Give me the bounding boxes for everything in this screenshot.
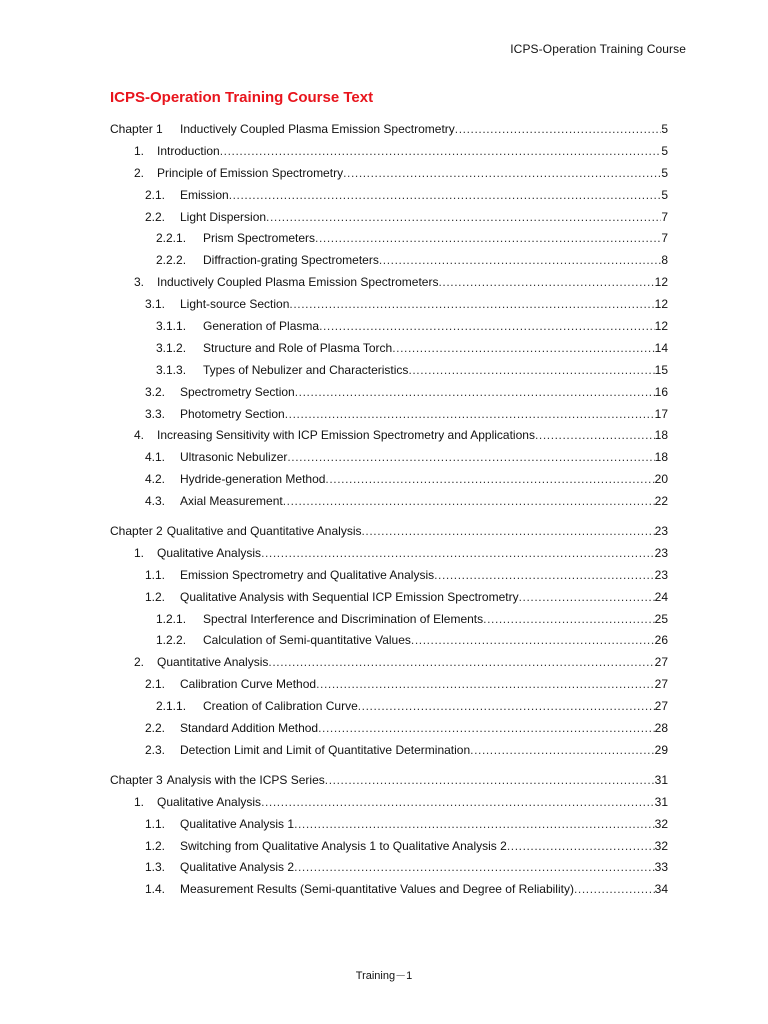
toc-entry-title: Light-source Section (180, 297, 290, 312)
toc-entry-number: Chapter 2 (110, 524, 163, 539)
dot-leader (261, 543, 655, 565)
dot-leader (507, 836, 655, 858)
toc-entry-number: 1.2.2. (156, 633, 187, 648)
toc-entry[interactable] (110, 404, 668, 426)
dot-leader (343, 163, 661, 185)
toc-entry-title: Standard Addition Method (180, 721, 319, 736)
toc-entry[interactable] (110, 250, 668, 272)
page-footer: Training－1 (355, 970, 413, 982)
toc-entry-title: Calibration Curve Method (180, 677, 317, 692)
toc-entry-title: Creation of Calibration Curve (203, 699, 358, 714)
toc-entry-title: Introduction (157, 143, 220, 158)
toc-entry[interactable] (110, 836, 668, 858)
toc-entry[interactable] (110, 674, 668, 696)
toc-entry[interactable] (110, 857, 668, 879)
toc-entry-page: 25 (654, 611, 668, 626)
toc-entry[interactable] (110, 587, 668, 609)
dot-leader (315, 228, 661, 250)
toc-entry[interactable] (110, 425, 668, 447)
toc-entry-page: 23 (654, 545, 668, 560)
toc-entry-page: 5 (661, 122, 668, 136)
toc-entry[interactable] (110, 163, 668, 185)
toc-entry-page: 18 (654, 428, 668, 443)
toc-entry-title: Photometry Section (180, 406, 285, 421)
dot-leader (294, 814, 655, 836)
toc-entry-page: 12 (654, 319, 668, 334)
dot-leader (438, 272, 654, 294)
dot-leader (268, 652, 654, 674)
toc-entry-number: 1. (134, 794, 145, 809)
toc-entry-number: 1.3. (145, 860, 166, 875)
dot-leader (574, 879, 655, 901)
toc-entry-title: Calculation of Semi-quantitative Values (203, 633, 411, 648)
toc-entry[interactable] (110, 207, 668, 229)
toc-entry-title: Spectrometry Section (180, 384, 295, 399)
toc-entry-page: 20 (654, 472, 668, 487)
dot-leader (325, 770, 655, 792)
dot-leader (392, 338, 654, 360)
toc-entry-number: 1. (134, 143, 145, 158)
dot-leader (470, 740, 655, 762)
dot-leader (220, 141, 662, 163)
toc-entry-page: 31 (654, 794, 668, 809)
dot-leader (283, 491, 655, 513)
dot-leader (318, 718, 655, 740)
toc-entry-number: 3.1.2. (156, 340, 187, 355)
toc-entry-title: Measurement Results (Semi-quantitative Values and Degree of Reliability) (180, 882, 574, 897)
toc-entry-number: 2.2. (145, 209, 166, 224)
dot-leader (483, 609, 655, 631)
toc-entry-number: 1.1. (145, 816, 166, 831)
toc-entry[interactable] (110, 360, 668, 382)
dot-leader (287, 447, 654, 469)
toc-entry-title: Prism Spectrometers (203, 231, 316, 246)
toc-entry-title: Axial Measurement (180, 494, 283, 509)
toc-entry-title: Qualitative Analysis with Sequential ICP Emission Spectrometry (180, 589, 519, 604)
toc-entry-page: 7 (661, 231, 668, 246)
toc-entry-page: 23 (654, 567, 668, 582)
toc-entry-page: 15 (654, 362, 668, 377)
toc-entry-page: 16 (654, 384, 668, 399)
toc-entry[interactable] (110, 338, 668, 360)
dot-leader (358, 696, 655, 718)
toc-entry-number: 1.2. (145, 838, 166, 853)
dot-leader (261, 792, 655, 814)
toc-entry-page: 5 (661, 165, 668, 180)
dot-leader (379, 250, 661, 272)
dot-leader (229, 185, 662, 207)
toc-entry-number: 2.1. (145, 677, 166, 692)
toc-entry-title: Qualitative and Quantitative Analysis (166, 524, 362, 539)
toc-entry-number: 4.3. (145, 494, 166, 509)
toc-entry[interactable] (110, 879, 668, 901)
toc-entry-page: 5 (661, 187, 668, 202)
toc-entry-number: 1. (134, 545, 145, 560)
toc-entry[interactable] (110, 696, 668, 718)
toc-chapter-entry[interactable] (110, 521, 668, 543)
toc-entry-number: 2.1. (145, 187, 166, 202)
toc-entry-page: 34 (654, 882, 668, 897)
toc-entry[interactable] (110, 718, 668, 740)
toc-entry-title: Analysis with the ICPS Series (166, 772, 325, 787)
toc-entry[interactable] (110, 565, 668, 587)
running-header: ICPS-Operation Training Course (510, 42, 686, 56)
toc-entry[interactable] (110, 740, 668, 762)
toc-entry-page: 7 (661, 209, 668, 224)
toc-entry-title: Principle of Emission Spectrometry (157, 165, 344, 180)
toc-entry[interactable] (110, 814, 668, 836)
toc-entry-title: Light Dispersion (180, 209, 267, 224)
dot-leader (266, 207, 661, 229)
toc-entry-page: 26 (654, 633, 668, 648)
toc-entry-title: Qualitative Analysis (157, 794, 262, 809)
dot-leader (325, 469, 654, 491)
toc-entry-number: 3.1.3. (156, 362, 187, 377)
toc-entry-title: Emission (180, 187, 229, 202)
toc-entry-number: 4.2. (145, 472, 166, 487)
toc-entry-title: Qualitative Analysis (157, 545, 262, 560)
toc-entry-number: 3.2. (145, 384, 166, 399)
toc-entry-number: 2.3. (145, 742, 166, 757)
toc-entry-page: 14 (654, 340, 668, 355)
toc-entry-page: 28 (654, 721, 668, 736)
toc-entry-page: 27 (654, 655, 668, 670)
toc-entry-page: 24 (654, 589, 668, 604)
dot-leader (285, 404, 655, 426)
toc-entry-title: Qualitative Analysis 1 (180, 816, 295, 831)
toc-entry-page: 8 (661, 253, 668, 268)
toc-entry-page: 33 (654, 860, 668, 875)
toc-entry[interactable] (110, 294, 668, 316)
toc-entry-page: 31 (654, 772, 668, 787)
toc-entry-title: Quantitative Analysis (157, 655, 269, 670)
dot-leader (434, 565, 655, 587)
dot-leader (455, 119, 662, 141)
toc-entry-page: 5 (661, 143, 668, 158)
toc-entry[interactable] (110, 382, 668, 404)
toc-entry[interactable] (110, 630, 668, 652)
toc-entry-number: 2.2. (145, 721, 166, 736)
toc-entry-page: 22 (654, 494, 668, 509)
toc-entry-number: 2. (134, 655, 145, 670)
toc-entry-number: 1.1. (145, 567, 166, 582)
toc-entry-page: 29 (654, 742, 668, 757)
dot-leader (361, 521, 654, 543)
toc-entry-page: 17 (654, 406, 668, 421)
toc-entry-page: 27 (654, 699, 668, 714)
toc-entry-title: Hydride-generation Method (180, 472, 326, 487)
dot-leader (316, 674, 655, 696)
toc-entry-page: 18 (654, 450, 668, 465)
dot-leader (289, 294, 654, 316)
toc-entry-title: Spectral Interference and Discrimination of Elements (203, 611, 484, 626)
toc-entry[interactable] (110, 491, 668, 513)
toc-entry-page: 12 (654, 275, 668, 290)
toc-entry[interactable] (110, 792, 668, 814)
toc-entry-page: 23 (654, 524, 668, 539)
toc-entry-number: 1.2. (145, 589, 166, 604)
toc-entry-number: 4.1. (145, 450, 166, 465)
dot-leader (319, 316, 655, 338)
document-title: ICPS-Operation Training Course Text (110, 89, 374, 106)
toc-entry-number: 2.2.1. (156, 231, 187, 246)
toc-entry-number: 2.1.1. (156, 699, 187, 714)
table-of-contents (110, 119, 668, 901)
toc-entry[interactable] (110, 543, 668, 565)
toc-entry-number: 2. (134, 165, 145, 180)
toc-entry[interactable] (110, 609, 668, 631)
toc-entry-number: 2.2.2. (156, 253, 187, 268)
toc-entry-title: Structure and Role of Plasma Torch (203, 340, 393, 355)
toc-entry-title: Qualitative Analysis 2 (180, 860, 295, 875)
toc-entry[interactable] (110, 272, 668, 294)
toc-entry-number: 3.1. (145, 297, 166, 312)
toc-entry-title: Inductively Coupled Plasma Emission Spectrometers (157, 275, 439, 290)
toc-entry-title: Emission Spectrometry and Qualitative Analysis (180, 567, 435, 582)
toc-entry-number: 3.3. (145, 406, 166, 421)
dot-leader (519, 587, 655, 609)
toc-entry[interactable] (110, 185, 668, 207)
toc-entry-title: Increasing Sensitivity with ICP Emission Spectrometry and Applications (157, 428, 535, 443)
toc-entry-number: 4. (134, 428, 145, 443)
dot-leader (295, 382, 655, 404)
toc-entry[interactable] (110, 316, 668, 338)
toc-entry-title: Inductively Coupled Plasma Emission Spectrometry (180, 122, 455, 136)
toc-entry[interactable] (110, 141, 668, 163)
toc-chapter-entry[interactable] (110, 119, 668, 141)
toc-entry-title: Detection Limit and Limit of Quantitative Determination (180, 742, 471, 757)
toc-entry[interactable] (110, 652, 668, 674)
toc-entry-title: Generation of Plasma (203, 319, 320, 334)
toc-chapter-entry[interactable] (110, 770, 668, 792)
toc-entry-number: Chapter 1 (110, 122, 163, 136)
toc-entry-number: 3.1.1. (156, 319, 187, 334)
toc-entry-title: Types of Nebulizer and Characteristics (203, 362, 409, 377)
toc-entry-number: 3. (134, 275, 145, 290)
toc-entry-title: Switching from Qualitative Analysis 1 to Qualitative Analysis 2 (180, 838, 507, 853)
toc-entry-number: Chapter 3 (110, 772, 163, 787)
toc-entry-page: 32 (654, 838, 668, 853)
toc-entry[interactable] (110, 447, 668, 469)
toc-entry-page: 32 (654, 816, 668, 831)
toc-entry-title: Diffraction-grating Spectrometers (203, 253, 379, 268)
toc-entry[interactable] (110, 228, 668, 250)
toc-entry-page: 12 (654, 297, 668, 312)
toc-entry-number: 1.2.1. (156, 611, 187, 626)
toc-entry-number: 1.4. (145, 882, 166, 897)
dot-leader (408, 360, 654, 382)
dot-leader (411, 630, 655, 652)
toc-entry[interactable] (110, 469, 668, 491)
dot-leader (535, 425, 655, 447)
dot-leader (294, 857, 655, 879)
toc-entry-page: 27 (654, 677, 668, 692)
toc-entry-title: Ultrasonic Nebulizer (180, 450, 288, 465)
